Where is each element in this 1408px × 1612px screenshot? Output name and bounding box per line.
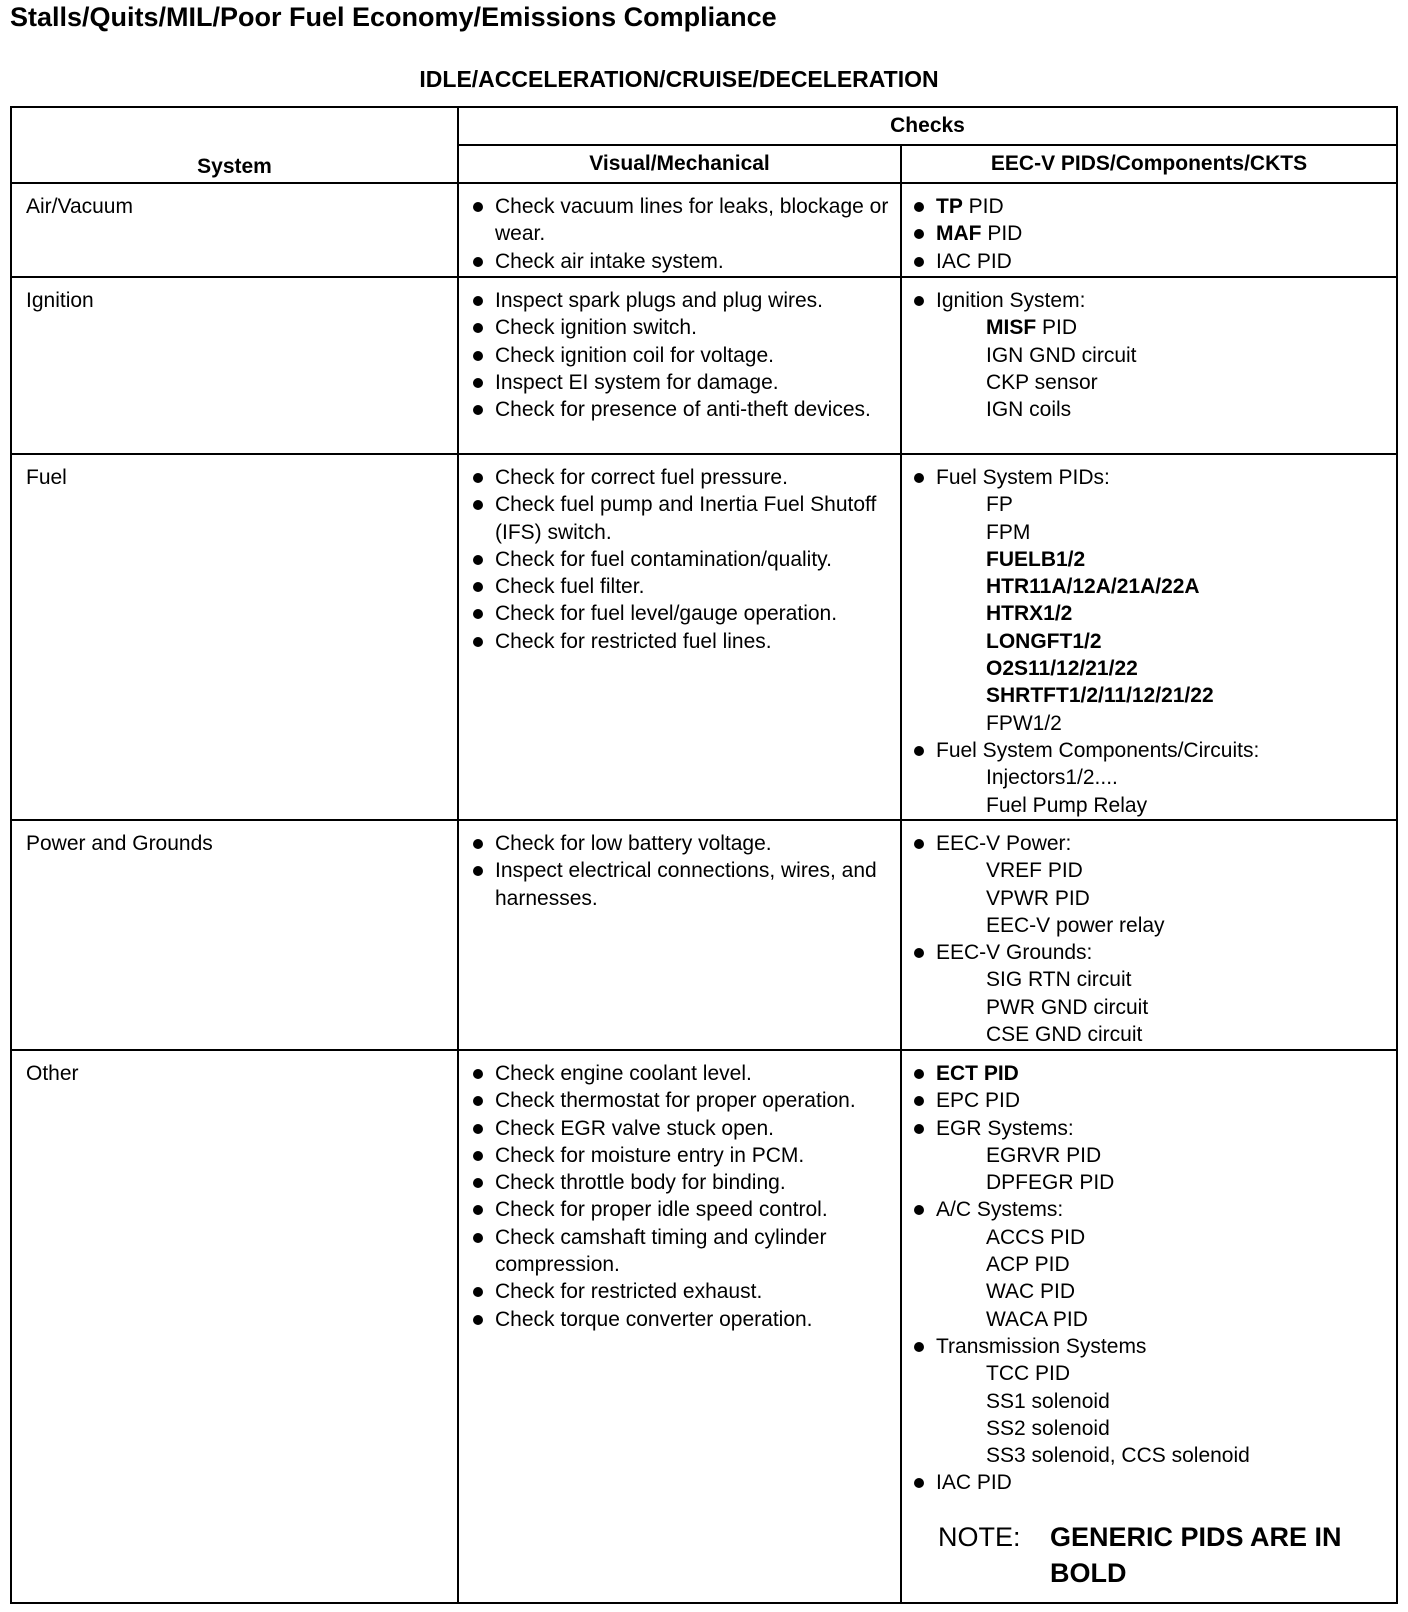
table-row xyxy=(11,277,1397,454)
list-item: Check EGR valve stuck open. xyxy=(495,1116,774,1140)
visual-mechanical-header: Visual/Mechanical xyxy=(458,145,901,183)
list-item: Check for moisture entry in PCM. xyxy=(495,1143,805,1167)
sub-item: FP xyxy=(986,493,1013,517)
sub-item: FPM xyxy=(986,520,1031,544)
sub-item: EGRVR PID xyxy=(986,1143,1102,1167)
list-item: IAC PID xyxy=(936,1471,1012,1495)
list-item: Inspect spark plugs and plug wires. xyxy=(495,289,824,312)
generic-pids-note xyxy=(912,1519,1390,1591)
sub-item: WAC PID xyxy=(986,1280,1076,1304)
sub-item: FPW1/2 xyxy=(986,711,1062,735)
sub-item: VPWR PID xyxy=(986,886,1090,910)
list-item: EGR Systems: EGRVR PID DPFEGR PID xyxy=(912,1115,1390,1197)
list-item: EPC PID xyxy=(936,1089,1021,1113)
list-item: EEC-V Grounds: SIG RTN circuit PWR GND circuit CSE GND circuit xyxy=(912,939,1390,1048)
system-cell: Fuel xyxy=(11,454,458,820)
list-item: Transmission Systems TCC PID SS1 solenoid SS2 solenoid SS3 solenoid, CCS solenoid xyxy=(912,1333,1390,1469)
list-item: Check fuel pump and Inertia Fuel Shutoff (IFS) switch. xyxy=(495,493,877,544)
sub-item: DPFEGR PID xyxy=(986,1171,1115,1195)
sub-item: CSE GND circuit xyxy=(986,1023,1143,1047)
eec-pids-header: EEC-V PIDS/Components/CKTS xyxy=(901,145,1397,183)
list-item: Ignition System: MISF PID IGN GND circuit CKP sensor IGN coils xyxy=(912,287,1390,423)
visual-cell xyxy=(458,277,901,454)
sub-item: ACP PID xyxy=(986,1253,1070,1277)
sub-item: TCC PID xyxy=(986,1362,1070,1386)
list-item: Check for restricted fuel lines. xyxy=(495,629,772,653)
list-item: Check for restricted exhaust. xyxy=(495,1280,763,1304)
diagnostic-table xyxy=(10,106,1398,1604)
list-item: Check throttle body for binding. xyxy=(495,1171,786,1195)
sub-item: SS3 solenoid, CCS solenoid xyxy=(986,1444,1250,1468)
checks-header: Checks xyxy=(458,107,1397,145)
sub-item: SS2 solenoid xyxy=(986,1416,1110,1440)
eec-cell xyxy=(901,183,1397,277)
eec-cell xyxy=(901,277,1397,454)
table-row xyxy=(11,820,1397,1050)
eec-cell xyxy=(901,454,1397,820)
note-text: GENERIC PIDS ARE IN BOLD xyxy=(1050,1521,1342,1588)
sub-item: FUELB1/2 xyxy=(986,547,1086,571)
list-item: Check for correct fuel pressure. xyxy=(495,466,788,489)
list-item: Inspect EI system for damage. xyxy=(495,370,779,394)
visual-cell xyxy=(458,1050,901,1603)
list-item: Check for low battery voltage. xyxy=(495,832,772,855)
system-cell: Other xyxy=(11,1050,458,1603)
list-item: Check for fuel contamination/quality. xyxy=(495,547,832,571)
sub-item: LONGFT1/2 xyxy=(986,629,1102,653)
sub-item: Injectors1/2.... xyxy=(986,766,1118,790)
sub-item: PWR GND circuit xyxy=(986,995,1149,1019)
subtitle-text: IDLE/ACCELERATION/CRUISE/DECELERATION xyxy=(419,66,939,92)
sub-item: O2S11/12/21/22 xyxy=(986,657,1138,681)
eec-cell xyxy=(901,820,1397,1050)
list-item: Check thermostat for proper operation. xyxy=(495,1089,856,1113)
list-item: Check camshaft timing and cylinder compression. xyxy=(495,1225,827,1277)
list-item: Check fuel filter. xyxy=(495,575,645,599)
table-row xyxy=(11,183,1397,277)
list-item: Check for presence of anti-theft devices. xyxy=(495,398,871,422)
sub-item: WACA PID xyxy=(986,1307,1088,1331)
sub-item: CKP sensor xyxy=(986,370,1098,394)
visual-cell xyxy=(458,454,901,820)
sub-item: IGN GND circuit xyxy=(986,343,1137,367)
list-item: Inspect electrical connections, wires, and harnesses. xyxy=(495,859,877,910)
note-label: NOTE: xyxy=(938,1521,1021,1552)
visual-cell xyxy=(458,183,901,277)
page-subtitle xyxy=(0,66,1408,93)
sub-item: EEC-V power relay xyxy=(986,913,1165,937)
sub-item: Fuel Pump Relay xyxy=(986,793,1148,817)
page-title: Stalls/Quits/MIL/Poor Fuel Economy/Emissions Compliance xyxy=(10,2,777,32)
list-item: Check ignition switch. xyxy=(495,316,697,340)
list-item: Check for proper idle speed control. xyxy=(495,1198,828,1222)
list-item: EEC-V Power: VREF PID VPWR PID EEC-V power relay xyxy=(912,830,1390,939)
system-cell: Ignition xyxy=(11,277,458,454)
system-cell: Power and Grounds xyxy=(11,820,458,1050)
system-cell: Air/Vacuum xyxy=(11,183,458,277)
sub-item: VREF PID xyxy=(986,859,1083,883)
sub-item: HTRX1/2 xyxy=(986,602,1073,626)
table-row xyxy=(11,1050,1397,1603)
list-item: IAC PID xyxy=(936,249,1012,273)
sub-item: SHRTFT1/2/11/12/21/22 xyxy=(986,684,1214,708)
list-item: MAF PID xyxy=(936,222,1023,246)
sub-item: HTR11A/12A/21A/22A xyxy=(986,575,1200,599)
sub-item: IGN coils xyxy=(986,398,1072,422)
sub-item: MISF PID xyxy=(986,316,1078,340)
sub-item: ACCS PID xyxy=(986,1225,1086,1249)
list-item: TP PID xyxy=(936,195,1004,218)
eec-cell xyxy=(901,1050,1397,1603)
list-item: ECT PID xyxy=(936,1062,1019,1085)
list-item: Fuel System Components/Circuits: Injectors1/2.... Fuel Pump Relay xyxy=(912,737,1390,819)
list-item: Check air intake system. xyxy=(495,249,724,273)
list-item: A/C Systems: ACCS PID ACP PID WAC PID WACA PID xyxy=(912,1196,1390,1332)
list-item: Check ignition coil for voltage. xyxy=(495,343,774,367)
list-item: Fuel System PIDs: FP FPM FUELB1/2 HTR11A/12A/21A/22A HTRX1/2 LONGFT1/2 O2S11/12/21/22 SHRTFT1/2/11/12/21/22 FPW1/2 xyxy=(912,464,1390,737)
list-item: Check vacuum lines for leaks, blockage or wear. xyxy=(495,195,889,246)
table-row xyxy=(11,454,1397,820)
system-header: System xyxy=(11,107,458,183)
sub-item: SIG RTN circuit xyxy=(986,968,1132,992)
list-item: Check engine coolant level. xyxy=(495,1062,752,1085)
visual-cell xyxy=(458,820,901,1050)
list-item: Check for fuel level/gauge operation. xyxy=(495,602,838,626)
sub-item: SS1 solenoid xyxy=(986,1389,1110,1413)
list-item: Check torque converter operation. xyxy=(495,1307,813,1331)
